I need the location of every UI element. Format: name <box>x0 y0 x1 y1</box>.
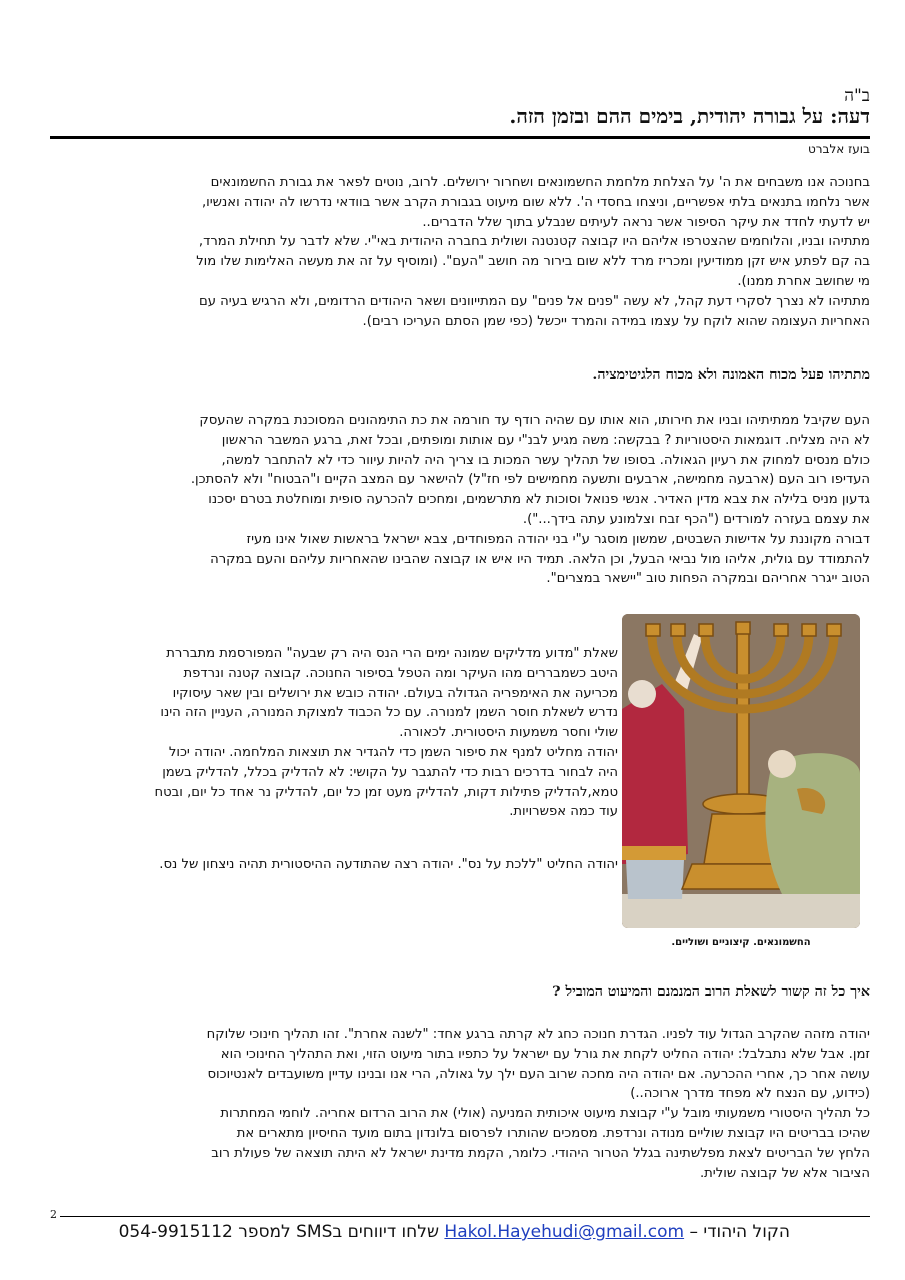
text-line: דבורה מקוננת על אדישות השבטים, שמשון מוסגר ע"י בני יהודה המפוחדים, צבא ישראל בראשות שאול אינו מעיז <box>246 531 870 547</box>
text-line: מכריעה את האימפריה הגדולה בעולם. יהודה כובש את ירושלים ובין שאר עיסוקיו <box>172 685 618 701</box>
bh-mark: ב"ה <box>844 86 870 106</box>
text-line: עושה אחר כך, אחרי ההכרעה. אם יהודה היה מחכה שרוב העם ילך על גאולה, הרי אנו ובנינו עדיין משועבדים לאנטיוכוס <box>207 1066 870 1082</box>
text-line: כולם מנסים למחוק את רעיון הגאולה. בסופו של תהליך עשר המכות בו צריך היה להיות עיוור כדי לא להתחבר למשה, <box>221 452 870 468</box>
text-line: שהיכו בבריטים היו קבוצת שוליים מנודה ונרדפת. מסמכים שהותרו לפרסום בלונדון בתום מועד החיסיון מתארים את <box>236 1125 870 1141</box>
section-heading-faith: מתתיהו פעל מכוח האמונה ולא מכוח הלגיטימציה. <box>592 367 870 383</box>
title-divider <box>50 136 870 139</box>
author-name: בועז אלברט <box>807 142 870 156</box>
text-line: (כידוע, עם הנצח לא מפחד מדרך ארוכה..) <box>630 1086 870 1102</box>
text-line: עוד כמה אפשרויות. <box>509 804 618 820</box>
text-line: כל תהליך היסטורי משמעותי מובל ע"י קבוצת מיעוט איכותית המניעה (אולי) את הרוב הרדום אחריה. לוחמי המחתרות <box>220 1106 870 1122</box>
text-line: האחריות העצומה שהוא לוקח על עצמו במידה והמרד ייכשל (כפי שמן הסתם העריכו רבים). <box>362 313 870 329</box>
closing-line <box>50 855 618 875</box>
text-line: הציבור אלא של קבוצה שולית. <box>699 1165 870 1181</box>
text-line: מתתיהו ובניו, והלוחמים שהצטרפו אליהם היו קבוצה קטנטנה ושולית בחברה היהודית באי"י. שלא לדבר על תחילת המרד, <box>198 234 870 250</box>
menorah-illustration <box>622 614 860 928</box>
email-link[interactable]: Hakol.Hayehudi@gmail.com <box>444 1222 685 1242</box>
text-line: היה לבחור בדרכים רבות כדי להתגבר על הקושי: לא להדליק בכלל, להדליק בשמן <box>162 764 618 780</box>
text-line: העם שקיבל ממתיתיהו ובניו את חירותו, הוא אותו עם שהיה רודף עד חורמה את כת התימהונים המסוכנת במקרה שהעסק <box>199 413 870 428</box>
text-line: גדעון מניס בלילה את צבא מדין האדיר. אנשי פנואל וסוכות לא מתרשמים, ומחכים להכרעה סופית ומוחלטת בטרם יסכנו <box>208 492 870 508</box>
text-line: לא היה מצליח. דוגמאות היסטוריות ? בבקשה: משה מגיע לבנ"י עם אותות ומופתים, ובכל זאת, ברגע המשבר הראשון <box>221 432 870 448</box>
image-caption: החשמונאים. קיצוניים ושוליים. <box>671 937 811 948</box>
text-line: את עצמם בעזרה למורדים ("הכף זבח וצלמונע עתה בידך..."). <box>522 511 870 527</box>
text-line: בה קם לפתע איש זקן ממודיעין ומכריז מרד ללא שום בירור מה חושב "העם". (ומוסיף על זה את מעשה האלימות שלו מול <box>196 254 870 270</box>
text-line: יהודה מחליט למנף את סיפור השמן כדי להגדיר את תוצאות המלחמה. יהודה יכול <box>168 744 618 760</box>
page-number: 2 <box>50 1208 57 1221</box>
text-line: מי שחושב אחרת ממנו). <box>737 273 870 289</box>
intro-paragraph <box>50 173 870 331</box>
text-line: מתתיהו לא נצרך לסקרי דעת קהל, לא עשה "פנים אל פנים" עם המתייוונים ושאר היהודים הרדומים, ולא הרגיש בעיה עם <box>198 293 870 309</box>
text-line: להתמודד עם גולית, אליהו מול נביאי הבעל, וכן הלאה. תמיד היו איש או קבוצה שהבינו שהאחריות עליהם והעם במקרה <box>210 551 870 567</box>
text-line: שאלת "מדוע מדליקים שמונה ימים הרי הנס היה רק שבעה" המפורסמת מתבררת <box>166 646 618 661</box>
section-heading-minority: איך כל זה קשור לשאלת הרוב המנמנם והמיעוט המוביל ? <box>552 984 870 1000</box>
text-line: יש לדעתי לחדד את עיקר הסיפור אשר נראה לעיתים שנבלע בתוך שלל הדברים.. <box>422 214 870 230</box>
text-line: יהודה מזהה שהקרב הגדול עוד לפניו. הגדרת חנוכה כחג לא קרתה ברגע אחד: "לשנה אחרת". זהו תהליך חינוכי שלוקח <box>206 1027 870 1042</box>
text-line: שולי וחסר משמעות היסטורית. לכאורה. <box>399 725 618 741</box>
minority-paragraph <box>50 1025 870 1183</box>
footer-divider <box>60 1216 870 1217</box>
oil-paragraph <box>50 644 618 822</box>
history-paragraph <box>50 411 870 589</box>
footer-brand: הקול היהודי – <box>689 1222 790 1242</box>
text-line: הטוב ייגרר אחריהם ובמקרה הפחות טוב "יישאר במצרים". <box>546 571 870 587</box>
text-line: טמא,להדליק פתילות דקות, להדליק מעט זמן כל יום, להדליק נר אחד כל יום, ובטח <box>154 784 618 800</box>
text-line: היטב כשמבררים מהו העיקר ומה הטפל בסיפור החנוכה. קבוצה קטנה ונרדפת <box>183 665 618 681</box>
text-line: הלחץ של הבריטים לצאת מפלשתינה בגלל הטרור היהודי. כלומר, הקמת מדינת ישראל לא היתה תוצאה של פעולת רוב <box>211 1145 870 1161</box>
text-line: העדיפו רוב העם (ארבעה מחמישה, ארבעים ותשעה מחמישים לפי חז"ל) להישאר עם המצב הקיים ו"הבטוח" ולא להסתכן. <box>190 472 870 488</box>
text-line: נדרש לשאלת חוסר השמן למנורה. עם כל הכבוד למצוקת המנורה, העניין הזה הינו <box>160 705 618 721</box>
text-line: זמן. אבל שלא נתבלבל: יהודה החליט לקחת את גורל עם ישראל על כתפיו בתור מיעוט הזוי, ואת התהליך החינוכי הוא <box>220 1046 870 1062</box>
menorah-image <box>622 614 860 928</box>
footer-contact <box>118 1222 790 1242</box>
document-page <box>50 0 870 1280</box>
text-line: יהודה החליט "ללכת על נס". יהודה רצה שהתודעה ההיסטורית תהיה ניצחון של נס. <box>159 857 618 872</box>
text-line: אשר נלחמו בתנאים בלתי אפשריים, וניצחו בחסדי ה'. ללא שום מיעוט בגבורת הקרב אשר בוודאי נדרשו לה יהודה ואנשיו, <box>201 194 870 210</box>
page-title: דעה: על גבורה יהודית, בימים ההם ובזמן הזה. <box>509 104 870 128</box>
footer-sms-text: שלחו דיווחים בSMS למספר 054-9915112 <box>118 1222 439 1242</box>
text-line: בחנוכה אנו משבחים את ה' על הצלחת מלחמת החשמונאים ושחרור ירושלים. לרוב, נוטים לפאר את גבורת החשמונאים <box>210 175 870 190</box>
